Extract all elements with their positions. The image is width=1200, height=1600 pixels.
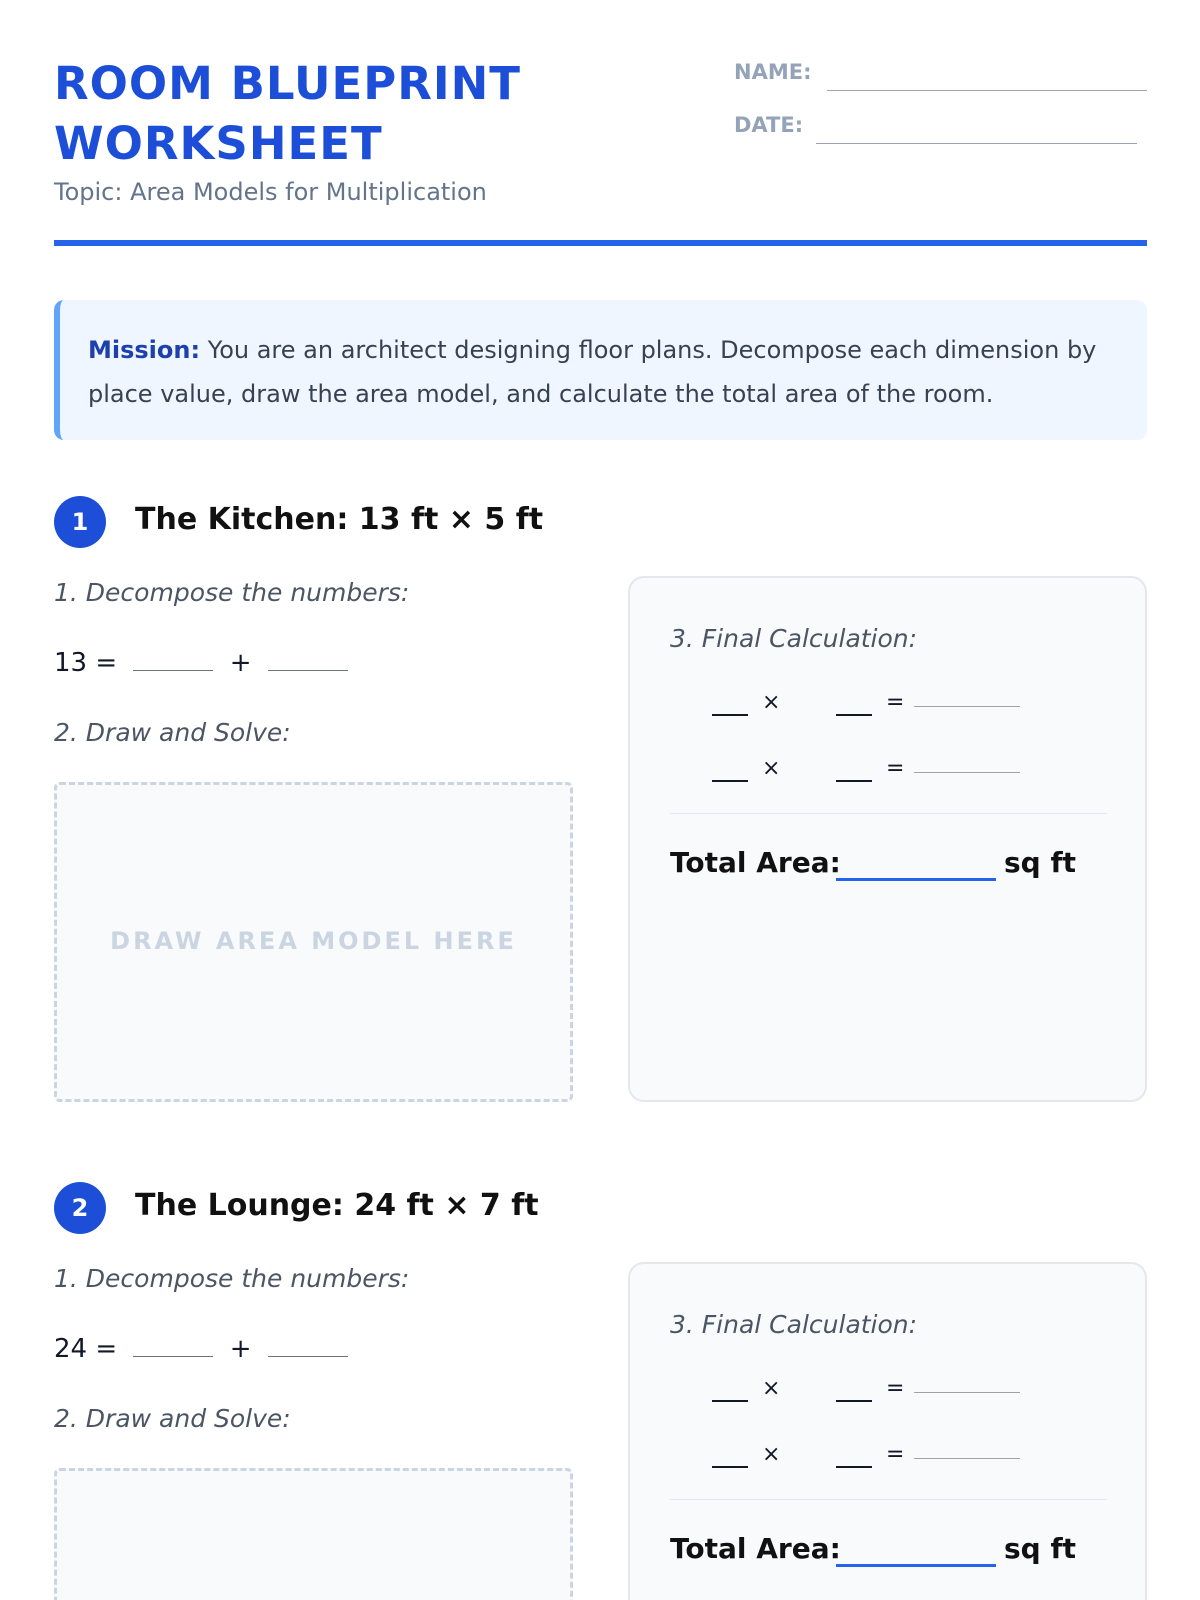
calculation-row-2: [712, 1440, 1042, 1476]
plus-sign: +: [229, 1334, 252, 1364]
product-blank[interactable]: [914, 1458, 1020, 1459]
plus-sign: +: [229, 648, 252, 678]
draw-hint: DRAW AREA MODEL HERE: [110, 927, 517, 955]
factor-blank-1[interactable]: [712, 714, 748, 716]
header-divider: [54, 240, 1147, 246]
product-blank[interactable]: [914, 1392, 1020, 1393]
total-area-label: Total Area:: [670, 1532, 841, 1565]
step-calculation-label: 3. Final Calculation:: [670, 1310, 918, 1339]
mission-text: You are an architect designing floor plans. Decompose each dimension by place value, draw the area model, and calculate the total area of the room.: [88, 336, 1097, 408]
final-calculation-card: [628, 576, 1147, 1102]
date-field[interactable]: [816, 143, 1137, 144]
step-decompose-label: 1. Decompose the numbers:: [54, 578, 410, 607]
step-draw-label: 2. Draw and Solve:: [54, 718, 291, 747]
worksheet-title: [54, 54, 674, 174]
step-calculation-label: 3. Final Calculation:: [670, 624, 918, 653]
factor-blank-1[interactable]: [712, 780, 748, 782]
factor-blank-2[interactable]: [836, 1400, 872, 1402]
area-model-drawing-box[interactable]: [54, 782, 573, 1102]
decompose-row: [54, 648, 356, 678]
date-label: DATE:: [734, 113, 804, 137]
section-kitchen: [54, 496, 1147, 1116]
title-line-2: WORKSHEET: [54, 117, 383, 170]
section-number-badge: 2: [54, 1182, 106, 1234]
mission-label: Mission:: [88, 336, 201, 364]
times-sign: ×: [762, 690, 781, 715]
calculation-row-2: [712, 754, 1042, 790]
section-title: The Lounge: 24 ft × 7 ft: [135, 1188, 539, 1223]
total-area-row: [670, 846, 1077, 879]
decompose-blank-1[interactable]: [133, 660, 213, 671]
total-area-unit: sq ft: [1004, 846, 1077, 879]
decompose-number: 13: [54, 648, 88, 678]
factor-blank-1[interactable]: [712, 1400, 748, 1402]
total-area-row: [670, 1532, 1077, 1565]
section-number-badge: 1: [54, 496, 106, 548]
factor-blank-2[interactable]: [836, 1466, 872, 1468]
section-title: The Kitchen: 13 ft × 5 ft: [135, 502, 544, 537]
equals-sign: =: [886, 756, 905, 781]
section-lounge: [54, 1182, 1147, 1600]
calculation-row-1: [712, 688, 1042, 724]
decompose-blank-1[interactable]: [133, 1346, 213, 1357]
equals-sign: =: [95, 648, 118, 678]
mission-box: [54, 300, 1147, 440]
area-model-drawing-box[interactable]: [54, 1468, 573, 1600]
decompose-blank-2[interactable]: [268, 1346, 348, 1357]
product-blank[interactable]: [914, 706, 1020, 707]
decompose-blank-2[interactable]: [268, 660, 348, 671]
times-sign: ×: [762, 756, 781, 781]
product-blank[interactable]: [914, 772, 1020, 773]
factor-blank-1[interactable]: [712, 1466, 748, 1468]
equals-sign: =: [886, 1376, 905, 1401]
calculation-divider: [670, 1499, 1107, 1500]
total-area-blank[interactable]: [836, 1564, 996, 1567]
total-area-label: Total Area:: [670, 846, 841, 879]
equals-sign: =: [95, 1334, 118, 1364]
step-decompose-label: 1. Decompose the numbers:: [54, 1264, 410, 1293]
factor-blank-2[interactable]: [836, 714, 872, 716]
factor-blank-2[interactable]: [836, 780, 872, 782]
calculation-divider: [670, 813, 1107, 814]
decompose-row: [54, 1334, 356, 1364]
total-area-blank[interactable]: [836, 878, 996, 881]
worksheet-topic: Topic: Area Models for Multiplication: [54, 178, 487, 206]
times-sign: ×: [762, 1442, 781, 1467]
name-label: NAME:: [734, 60, 812, 84]
title-line-1: ROOM BLUEPRINT: [54, 57, 521, 110]
times-sign: ×: [762, 1376, 781, 1401]
calculation-row-1: [712, 1374, 1042, 1410]
decompose-number: 24: [54, 1334, 88, 1364]
total-area-unit: sq ft: [1004, 1532, 1077, 1565]
equals-sign: =: [886, 1442, 905, 1467]
name-field[interactable]: [827, 90, 1147, 91]
step-draw-label: 2. Draw and Solve:: [54, 1404, 291, 1433]
worksheet-page: [54, 0, 1147, 1600]
final-calculation-card: [628, 1262, 1147, 1600]
equals-sign: =: [886, 690, 905, 715]
